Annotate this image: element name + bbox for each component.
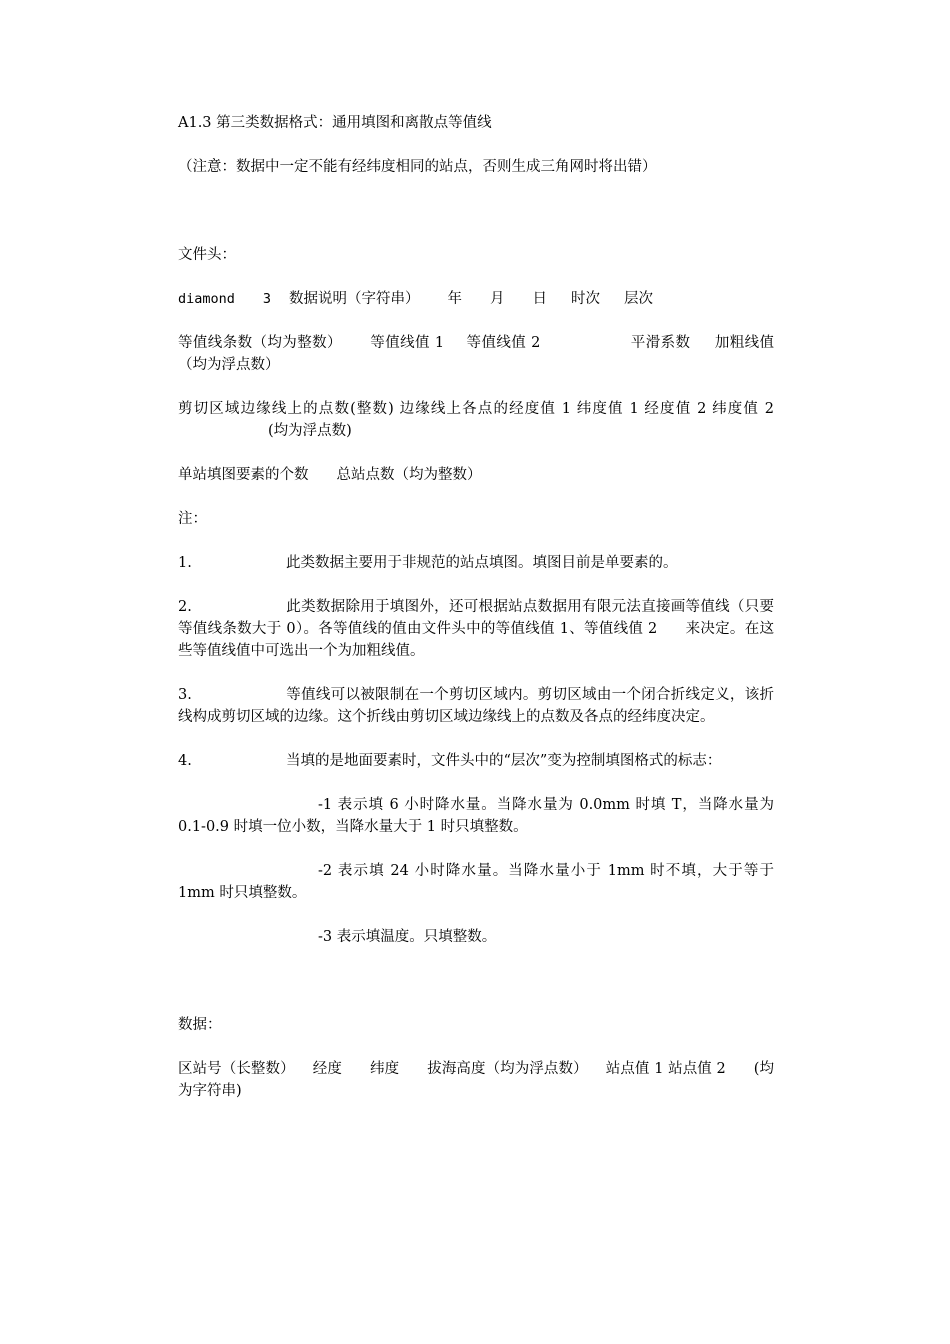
header-smooth: 平滑系数 xyxy=(630,335,691,351)
sub-note-code: -2 xyxy=(318,863,333,879)
sub-note-code: -3 xyxy=(318,929,333,945)
header-bold-value: 加粗线值（均为浮点数） xyxy=(178,335,775,373)
header-year: 年 xyxy=(447,291,463,307)
data-label: 数据： xyxy=(178,1017,222,1033)
note-text: 此类数据主要用于非规范的站点填图。填图目前是单要素的。 xyxy=(286,555,678,571)
header-station-count: 总站点数（均为整数） xyxy=(336,467,482,483)
header-keyword: diamond xyxy=(178,291,235,307)
sub-note-text: 表示填温度。只填整数。 xyxy=(336,929,497,945)
note-item-3 xyxy=(178,684,774,728)
spacer xyxy=(178,970,774,1014)
header-contour-value-1: 等值线值 1 xyxy=(369,335,445,351)
note-number: 1. xyxy=(178,555,192,571)
note-text: 当填的是地面要素时，文件头中的“层次”变为控制填图格式的标志： xyxy=(286,753,722,769)
header-contour-value-2: 等值线值 2 xyxy=(466,335,541,351)
note-number: 4. xyxy=(178,753,192,769)
header-month: 月 xyxy=(490,291,505,307)
header-element-count: 单站填图要素的个数 xyxy=(178,467,309,483)
sub-note-3 xyxy=(178,926,774,948)
header-type: 3 xyxy=(262,291,272,307)
note-item-2 xyxy=(178,596,774,662)
notes-label: 注： xyxy=(178,511,207,527)
sub-note-2 xyxy=(178,860,774,904)
header-level: 层次 xyxy=(624,291,654,307)
note-text: 等值线可以被限制在一个剪切区域内。剪切区域由一个闭合折线定义，该折线构成剪切区域的边缘。这个折线由剪切区域边缘线上的点数及各点的经纬度决定。 xyxy=(178,687,774,725)
header-line-2 xyxy=(178,332,774,376)
note-item-1 xyxy=(178,552,774,574)
data-values-note: (均为字符串) xyxy=(178,1061,775,1099)
header-line-4 xyxy=(178,464,774,486)
header-label: 文件头： xyxy=(178,247,236,263)
section-title: A1.3 第三类数据格式：通用填图和离散点等值线 xyxy=(178,115,492,131)
note-number: 3. xyxy=(178,687,192,703)
header-hour: 时次 xyxy=(571,291,601,307)
header-line-1 xyxy=(178,288,774,310)
data-line xyxy=(178,1058,774,1102)
header-clip-points: 剪切区域边缘线上的点数(整数) 边缘线上各点的经度值 1 纬度值 1 经度值 2 纬度值 2 xyxy=(178,401,774,417)
sub-note-text: 表示填 6 小时降水量。当降水量为 0.0mm 时填 T，当降水量为 0.1-0.9 时填一位小数，当降水量大于 1 时只填整数。 xyxy=(178,797,775,835)
header-line-3 xyxy=(178,398,774,442)
note-item-4 xyxy=(178,750,774,772)
data-station-id: 区站号（长整数） xyxy=(178,1061,295,1077)
sub-note-text: 表示填 24 小时降水量。当降水量小于 1mm 时不填，大于等于 1mm 时只填整数。 xyxy=(178,863,774,901)
header-contour-count: 等值线条数（均为整数） xyxy=(178,335,342,351)
header-day: 日 xyxy=(532,291,548,307)
top-note: （注意：数据中一定不能有经纬度相同的站点，否则生成三角网时将出错） xyxy=(178,159,657,175)
spacer xyxy=(178,200,774,244)
data-altitude: 拔海高度（均为浮点数） xyxy=(427,1061,588,1077)
document-page xyxy=(178,112,774,1124)
note-text-continued: 来决定。在这些等值线值中可选出一个为加粗线值。 xyxy=(178,621,774,659)
header-clip-note: (均为浮点数) xyxy=(268,423,352,439)
note-text: 此类数据除用于填图外，还可根据站点数据用有限元法直接画等值线（只要等值线条数大于 0）。各等值线的值由文件头中的等值线值 1、等值线值 2 xyxy=(178,599,774,637)
sub-note-code: -1 xyxy=(318,797,333,813)
header-desc: 数据说明（字符串） xyxy=(289,291,420,307)
data-latitude: 纬度 xyxy=(369,1061,400,1077)
sub-note-1 xyxy=(178,794,774,838)
data-station-values: 站点值 1 站点值 2 xyxy=(605,1061,726,1077)
note-number: 2. xyxy=(178,599,192,615)
data-longitude: 经度 xyxy=(312,1061,342,1077)
